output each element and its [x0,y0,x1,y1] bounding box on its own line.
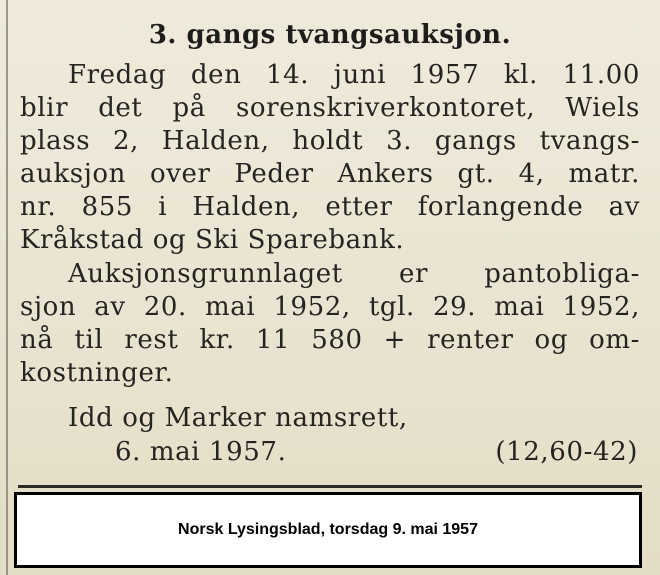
paragraph1-line-5: nr. 855 i Halden, etter forlangende av [20,192,640,222]
paragraph1-line-1: Fredag den 14. juni 1957 kl. 11.00 [68,60,640,90]
paragraph1-line-6: Kråkstad og Ski Sparebank. [20,225,405,255]
paragraph1-line-2: blir det på sorenskriverkontoret, Wiels [20,93,640,123]
paragraph2-line-3: nå til rest kr. 11 580 + renter og om- [20,325,640,355]
divider-rule [18,485,642,488]
paragraph1-line-4: auksjon over Peder Ankers gt. 4, matr. [20,159,640,189]
court-signature: Idd og Marker namsrett, [68,403,408,433]
caption-box [14,492,642,568]
notice-heading: 3. gangs tvangsauksjon. [148,20,512,50]
reference-code: (12,60-42) [495,437,638,467]
paragraph2-line-4: kostninger. [20,358,174,388]
paragraph2-line-1: Auksjonsgrunnlaget er pantobliga- [68,259,640,289]
source-caption: Norsk Lysingsblad, torsdag 9. mai 1957 [178,521,478,538]
notice-date: 6. mai 1957. [115,437,287,467]
paragraph1-line-3: plass 2, Halden, holdt 3. gangs tvangs- [20,126,640,156]
column-rule [6,0,8,575]
paragraph2-line-2: sjon av 20. mai 1952, tgl. 29. mai 1952, [20,292,640,322]
